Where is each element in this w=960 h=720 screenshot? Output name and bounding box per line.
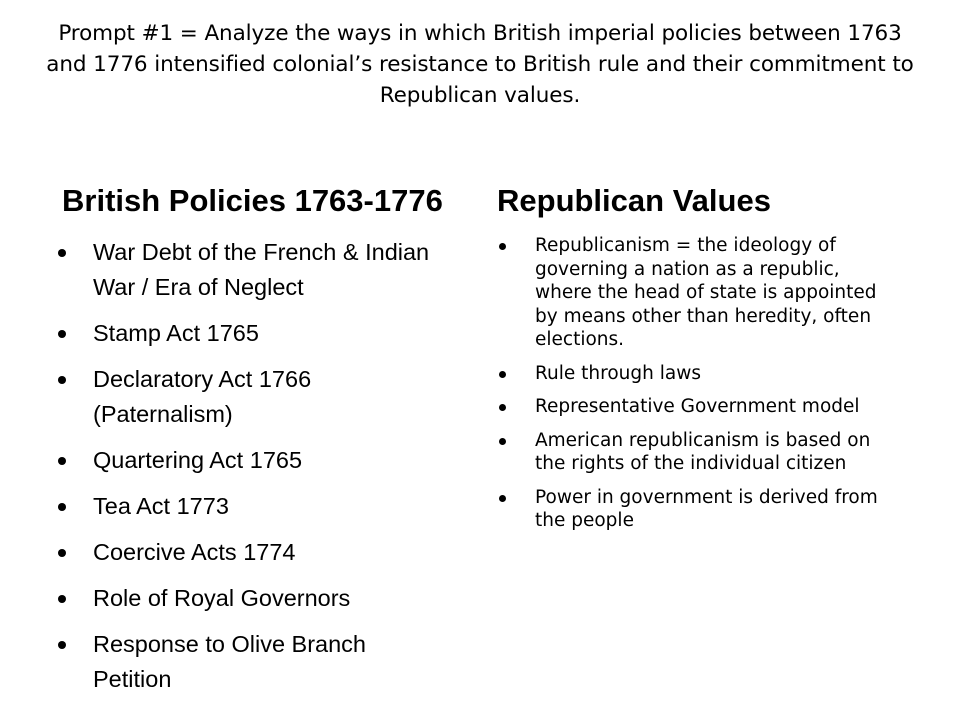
bullet-icon <box>58 595 66 603</box>
bullet-icon <box>58 503 66 511</box>
list-item-text: Representative Government model <box>535 396 860 417</box>
list-item <box>56 316 436 351</box>
republican-values-heading: Republican Values <box>497 183 771 218</box>
list-item <box>56 235 436 305</box>
list-item-text: Declaratory Act 1766 (Paternalism) <box>93 366 312 427</box>
list-item-text: Response to Olive Branch Petition <box>93 631 367 692</box>
list-item <box>497 234 897 352</box>
list-item-text: Role of Royal Governors <box>93 585 351 611</box>
list-item-text: Quartering Act 1765 <box>93 447 303 473</box>
bullet-icon <box>499 438 506 445</box>
list-item <box>56 362 436 432</box>
list-item-text: American republicanism is based on the rights of the individual citizen <box>535 429 871 474</box>
list-item <box>497 362 897 386</box>
list-item <box>56 581 436 616</box>
list-item-text: Rule through laws <box>535 362 701 384</box>
british-policies-heading: British Policies 1763-1776 <box>62 183 443 218</box>
bullet-icon <box>499 404 506 411</box>
list-item <box>56 627 436 697</box>
list-item <box>497 486 897 533</box>
list-item <box>56 489 436 524</box>
list-item <box>497 395 897 419</box>
bullet-icon <box>499 243 506 250</box>
list-item-text: Republicanism = the ideology of governing a nation as a republic, where the head of state is appointed by means other than heredity, often elections. <box>535 235 877 350</box>
list-item-text: War Debt of the French & Indian War / Era of Neglect <box>93 239 430 300</box>
republican-values-list <box>497 234 897 543</box>
prompt-text: Prompt #1 = Analyze the ways in which British imperial policies between 1763 and 1776 intensified colonial’s resistance to British rule and their commitment to Republican values. <box>46 21 914 108</box>
bullet-icon <box>58 457 66 465</box>
british-policies-list <box>56 235 436 708</box>
list-item <box>56 535 436 570</box>
bullet-icon <box>58 549 66 557</box>
bullet-icon <box>58 330 66 338</box>
bullet-icon <box>58 376 66 384</box>
list-item-text: Stamp Act 1765 <box>93 320 259 346</box>
bullet-icon <box>499 495 506 502</box>
list-item-text: Power in government is derived from the people <box>535 486 878 531</box>
list-item-text: Coercive Acts 1774 <box>93 539 296 565</box>
bullet-icon <box>58 249 66 257</box>
bullet-icon <box>58 641 66 649</box>
bullet-icon <box>499 371 506 378</box>
list-item <box>497 429 897 476</box>
list-item-text: Tea Act 1773 <box>93 493 229 519</box>
list-item <box>56 443 436 478</box>
